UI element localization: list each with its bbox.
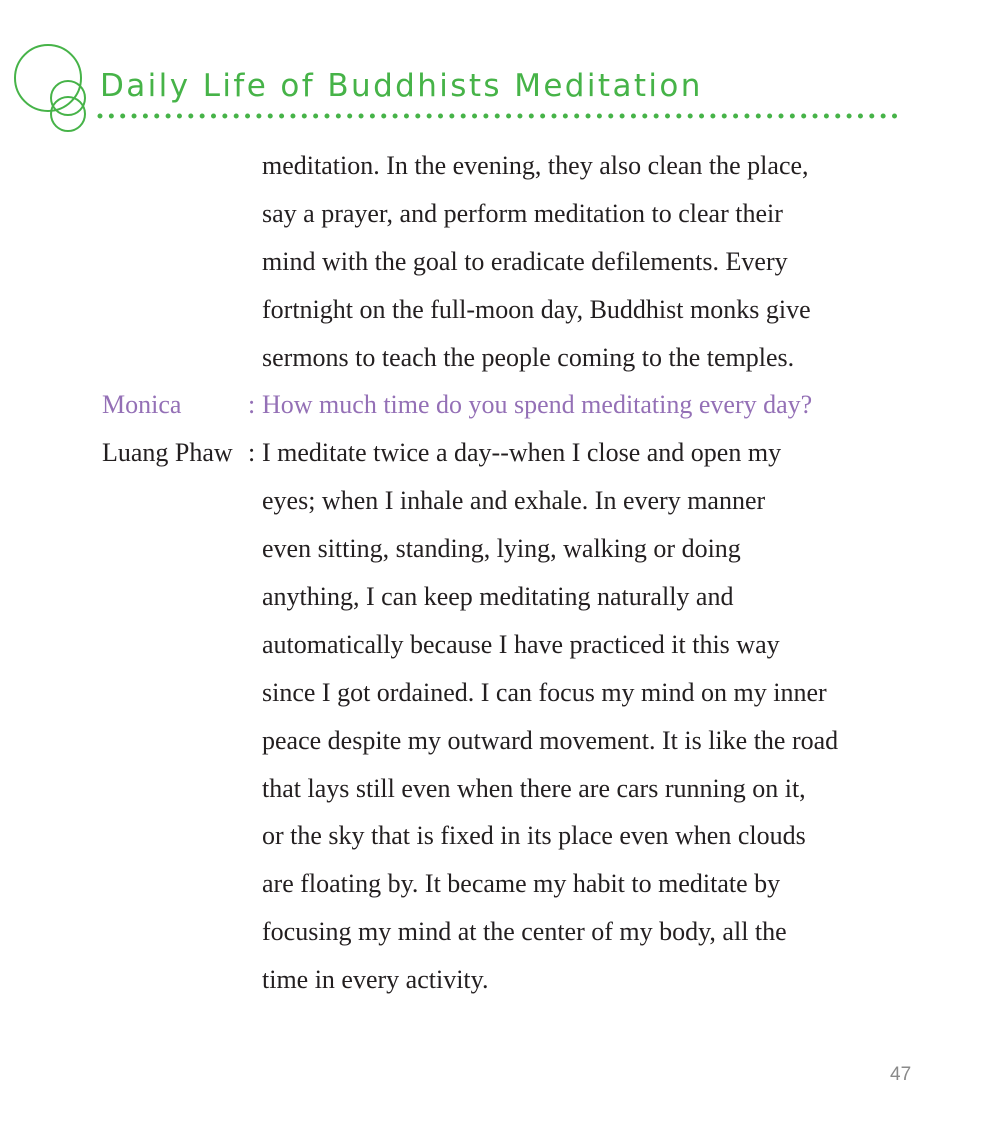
text-line: since I got ordained. I can focus my mind on my inner bbox=[262, 677, 827, 707]
chapter-title: Daily Life of Buddhists Meditation bbox=[100, 68, 703, 104]
page-number: 47 bbox=[890, 1064, 912, 1085]
text-line: or the sky that is fixed in its place even when clouds bbox=[262, 821, 806, 851]
text-line: focusing my mind at the center of my body, all the bbox=[262, 917, 787, 947]
question-text: How much time do you spend meditating every day? bbox=[262, 390, 813, 420]
text-line: that lays still even when there are cars running on it, bbox=[262, 773, 806, 803]
speaker-colon: : bbox=[248, 390, 256, 420]
text-line: meditation. In the evening, they also clean the place, bbox=[262, 151, 809, 180]
text-line: eyes; when I inhale and exhale. In every manner bbox=[262, 486, 766, 516]
question-line bbox=[102, 381, 922, 429]
speaker-colon: : bbox=[248, 438, 256, 468]
speaker-luang-phaw: Luang Phaw bbox=[102, 438, 233, 468]
text-line: even sitting, standing, lying, walking or doing bbox=[262, 534, 741, 564]
text-line: automatically because I have practiced it this way bbox=[262, 629, 780, 659]
text-line: mind with the goal to eradicate defilements. Every bbox=[262, 246, 788, 276]
dotted-divider bbox=[96, 110, 906, 122]
text-line: say a prayer, and perform meditation to clear their bbox=[262, 198, 783, 228]
text-line: sermons to teach the people coming to the temples. bbox=[262, 342, 795, 372]
overlapping-circles-logo-icon bbox=[12, 40, 92, 136]
text-line: fortnight on the full-moon day, Buddhist monks give bbox=[262, 294, 811, 324]
text-line: peace despite my outward movement. It is like the road bbox=[262, 725, 839, 755]
text-line: are floating by. It became my habit to meditate by bbox=[262, 869, 781, 899]
speaker-monica: Monica bbox=[102, 390, 182, 420]
dialogue-body bbox=[102, 142, 922, 1004]
text-line: time in every activity. bbox=[262, 965, 489, 995]
text-line: anything, I can keep meditating naturally and bbox=[262, 582, 734, 612]
answer-line: Luang Phaw : I meditate twice a day--when I close and open my bbox=[102, 429, 922, 477]
